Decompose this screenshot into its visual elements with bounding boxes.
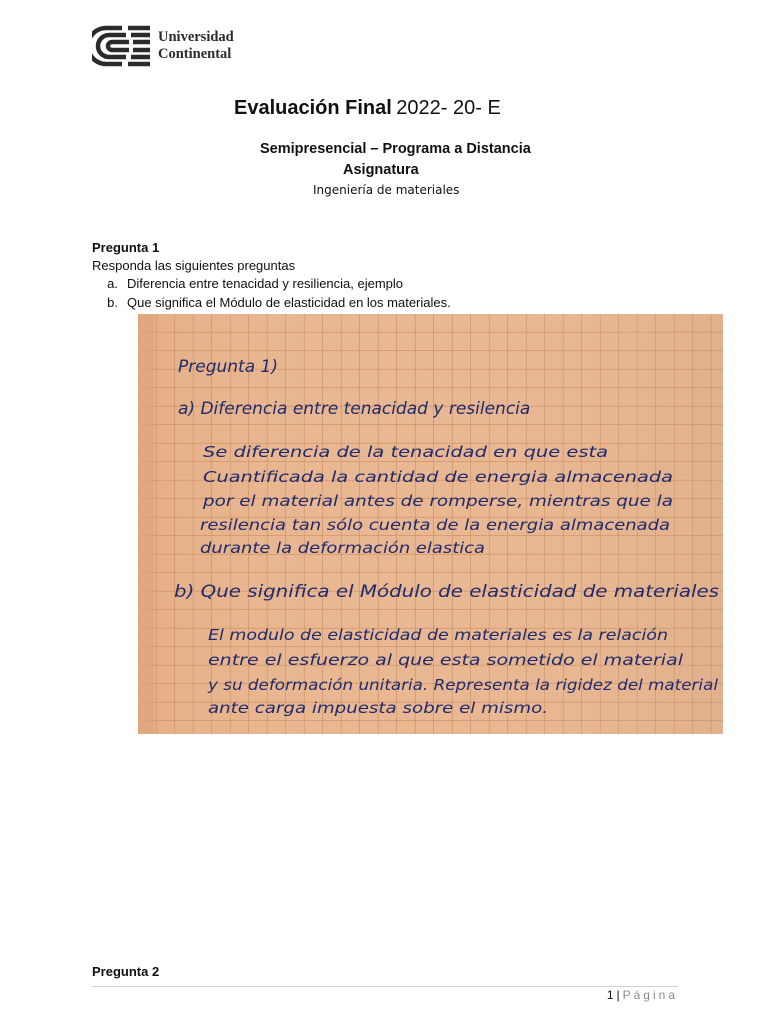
notebook-page [138,314,723,734]
list-item-text: Que significa el Módulo de elasticidad en los materiales. [127,295,451,310]
program-subtitle: Semipresencial – Programa a Distancia [260,141,531,157]
university-logo [92,25,252,67]
hw-b-title: b) Que significa el Módulo de elasticidad de materiales [174,582,720,602]
list-item-text: Diferencia entre tenacidad y resiliencia, ejemplo [127,276,404,291]
page-number: 1 [606,988,614,1002]
hw-b-line: entre el esfuerzo al que esta sometido el material [208,651,685,669]
hw-a-line: durante la deformación elastica [200,539,485,557]
title-code: 2022- 20- E [396,97,501,119]
hw-a-line: Cuantificada la cantidad de energia almacenada [203,468,673,486]
footer-divider [92,986,678,987]
hw-b-line: ante carga impuesta sobre el mismo. [208,699,548,717]
page-word: Página [622,988,678,1002]
list-item [92,295,451,314]
hw-a-line: Se diferencia de la tenacidad en que esta [203,443,608,461]
hw-b-line: El modulo de elasticidad de materiales es la relación [208,626,668,644]
hw-a-line: por el material antes de romperse, mientras que la [201,492,673,510]
question-2-label: Pregunta 2 [92,964,160,979]
list-marker: b. [107,295,118,310]
question-1-intro: Responda las siguientes preguntas [92,258,296,273]
hw-a-title: a) Diferencia entre tenacidad y resilencia [178,399,531,419]
list-item [92,276,451,295]
hw-heading: Pregunta 1) [178,357,278,377]
handwritten-answer-photo [138,314,723,734]
logo-line-2: Continental [158,46,232,62]
list-marker: a. [107,276,118,291]
question-1-list [92,276,451,314]
continental-logo-icon [92,25,150,67]
question-1-label: Pregunta 1 [92,240,160,255]
asignatura-label: Asignatura [343,162,419,178]
hw-b-line: y su deformación unitaria. Representa la rigidez del material [206,676,719,694]
logo-line-1: Universidad [158,29,234,45]
hw-a-line: resilencia tan sólo cuenta de la energia almacenada [200,516,670,534]
page-footer [607,988,678,1002]
footer-separator: | [616,988,620,1002]
logo-wordmark [158,29,234,63]
title-main: Evaluación Final [234,97,392,119]
course-name: Ingeniería de materiales [313,183,460,197]
